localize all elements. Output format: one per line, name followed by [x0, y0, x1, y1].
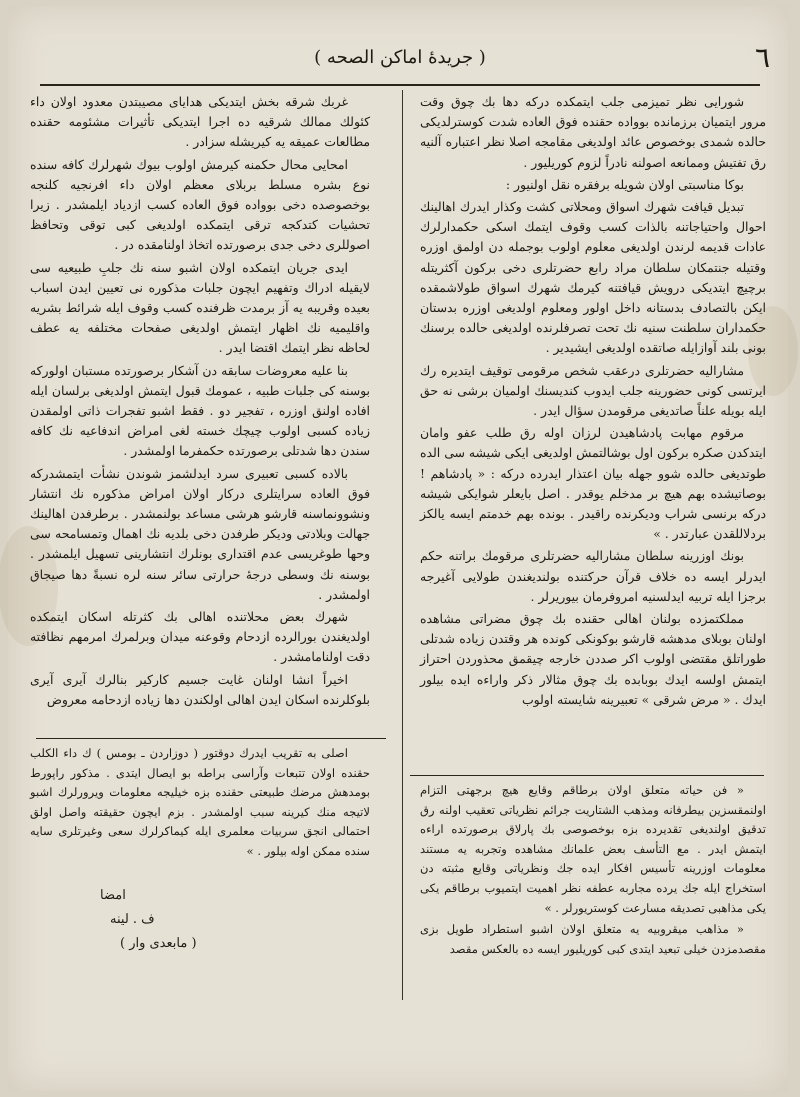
paragraph: بوکا مناسبتی اولان شویله برفقره نقل اولنیور : — [505, 176, 744, 192]
paragraph: شورایی نظر تمیزمی جلب ایتمکده درکه دها بك چوق وقت مرور ایتمیان برزمانده بوواده حقنده فوق العاده شدت کوسترلدیکی حالده شمدی بوخصوص عائد اولدیغی مقامجه اصلا نظر اعتباره آلنیه رق تفتیش وممانعه اصولنه نادراً لزوم کوریلیور . — [420, 94, 766, 170]
signature-label: امضا — [100, 888, 126, 903]
to-be-continued: ( مابعدی وار ) — [120, 936, 197, 951]
left-column — [30, 92, 370, 712]
running-title: ( جريدهٔ اماكن الصحه ) — [314, 47, 486, 68]
paragraph: بونك اوزرینه سلطان مشارالیه حضرتلری مرقومك براتنه حکم ایدرلر ایسه ده خلاف قرآن حرکتنده بولندیغندن طولایی آغیرجه برجزا ایله تربیه ایدلسنیه امروفرمان بیوریرلر . — [420, 548, 766, 604]
paragraph: غربك شرقه بخش ایتدیکی هدایای مصیبتدن معدود اولان داء کئولك ممالك شرقیه ده اجرا ایتدیکی تأثیرات مشئومه حقنده مطالعات عمیقه یه کیریشله سزادر . — [30, 94, 370, 150]
column-divider — [402, 90, 403, 1000]
paragraph: مملکتمزده بولنان اهالی حقنده بك چوق مضراتی مشاهده اولنان بوبلای مدهشه قارشو بوکونکی کونده هر وقتدن زیاده شدتلی طوراتلق مقتضی اولوب اکر صددن خارجه چیقمق محذوردن احتراز ایتمش اولسه ایدك بوبابده بك چوق مثالار ذکر واراءه ایده بیلور ایدك . « مرض شرقی » تعبیرینه شایسته اولوب — [420, 611, 766, 707]
paragraph: امحایی محال حکمنه کیرمش اولوب بیوك شهرلرك کافه سنده نوع بشره مسلط بربلای معظم اولان داء افرنجیه کلنجه بوخصوصده دخی بوواده فوق العاده کسب ازدیاد ایلمشدر . زیرا تحشیات کتدکجه ترقی ایتمکده اولدیغی کبی توقی وتحافظ اصوللری دخی جدی برصورتده اتخاذ اولنامقده در . — [30, 156, 370, 253]
footnote-paragraph: « فن حیاته متعلق اولان برطاقم وقایع هیچ برجهتی التزام اولنمقسزین بیطرفانه ومذهب الشتاریت جرائم نظریاتی تعقیب اولنه رق تدقیق اولندیغی تقدیرده بزه بوخصوصی بك پارلاق برصورتده اراءه ایتمش ایدر . مع التأسف بعض علمانك مشاهده وتجربه یه مستند معلومات اوزرینه تأسیس افکار ایده جك ونظریاتی وقایع مثبته دن استخراج ایله جك یرده مجاربه عطفه نظر اهمیت ایتمیوب برطاقم یکی یکی مذاهبی تصدیقه مسارعت کوستریورلر . » — [420, 783, 766, 915]
page-header — [30, 38, 770, 78]
left-footnote — [30, 744, 370, 864]
header-rule — [40, 84, 760, 86]
paragraph: شهرك بعض محلاتنده اهالی بك کثرتله اسکان ایتمکده اولدیغندن بورالرده ازدحام وقوعنه میدان وبرلمرك امرمهم نظافته دقت اولنامامشدر . — [30, 609, 370, 665]
footnote-rule — [36, 738, 386, 739]
paragraph: ایدی جریان ایتمکده اولان اشبو سنه نك جلبِ طبیعیه سی لایقیله ادراك وتفهیم ایچون جلبات مذکوره نی تعیین ایدن اسباب بعیده وقریبه یه آز برمدت ظرفنده کسب وقوف ایله شرائط بشریه واقلیمیه نك اظهار ایتمش اولدیغی صفحات مختلفه یه عطف لحاظه نظر ایتمك اقتضا ایدر . — [30, 259, 370, 356]
footnote-rule — [410, 775, 764, 776]
paragraph: تبدیل قیافت شهرك اسواق ومحلاتی کشت وکذار ایدرك اهالینك احوال واحتیاجاتنه بالذات کسب وقوف ایتمك اسکی حکمدارلرك عادات قدیمه لرندن اولدیغی معلوم اولوب بوجمله دن اولمق اوزره وقتیله جنتمکان سلطان مراد رابع حضرتلری دخی برکون آکثریتله برچیچ ایتدیکی درویش قیافتنه کیرمك شهرك اسواق طولاشمقده ایکن بالتصادف بدستانه داخل اولور ومعلوم اولدیغی اوزره بدستان حکمداران سلطنت سنیه نك تحت تصرفلرنده اولدیغی حالده برسنك بونی بلند آوازایله صاتقده اولدیغی ایشیدیر . — [420, 199, 766, 356]
footnote-paragraph: اصلی به تقریب ایدرك دوقتور ( دوزاردن ـ بومس ) ك داء الکلب حقنده اولان تتبعات وآراسی براطه بو ایصال ایتدی . مذکور راپورط بومدهش مرضك طبیعتی حقنده بزه خیلیجه معلومات ویرورلرك اشبو لاتیجه منك کیرینه سبب اولمشدر . بزم ایچون حقیقته واصل اولق احتمالی انجق سربیات معلمری ایله کیماکرلرك سعی وغیرتلری سایه سنده ممکن اوله بیلور . » — [30, 746, 370, 858]
paragraph: بنا علیه معروضات سابقه دن آشکار برصورتده مستبان اولورکه بوسنه کی جلبات طبیه ، عمومك قبول ایتمش اولدیغی برلسان ایله افاده اولنق اوزره ، تفجیر دو . فقط اشبو تفجرات ذاتی اولمقدن زیاده کسبی اولوب چیچك خسته لغی امراض اندفاعیه نك کافه سندن دها شدتلی برصورتده حکمفرما اولمشدر . — [30, 362, 370, 459]
paragraph: اخیراً انشا اولنان غایت جسیم کارکیر بنالرك آیری آیری بلوکلرنده اسکان ایدن اهالی اولکندن دها زیاده ازدحامه معروض — [30, 671, 370, 707]
paragraph: مرقوم مهابت پادشاهیدن لرزان اوله رق طلب عفو وامان ایتدکدن صکره برکون اول بوشالتمش اولدیغی ایکی شیشه سی الده طوتدیغی حالده شوو جهله بیان اعتذار ایدرده درکه : « پادشاهم ! بوصاتیشده بهم هیچ بر مدخلم یوقدر . اصل بایعلر شوایکی شیشه درکه برنسی شراب ودیکرنده راقیدر . بونده بهم خدمتم ایسه یالکز بردلاللقدن عبارتدر . » — [420, 425, 766, 542]
right-column — [420, 92, 766, 712]
paragraph: مشارالیه حضرتلری درعقب شخص مرقومی توقیف ایتدیره رك ایرتسی کونی حضورینه جلب ایدوب کندیسنك اولمیان برشی نه حق ایله بویله علناً صاتدیغی مرقومدن سؤال ایدر . — [420, 362, 766, 419]
footnote-paragraph: « مذاهب میقروبیه یه متعلق اولان اشبو استطراد طویل بزی مقصدمزدن خیلی تبعید ایتدی کبی کوریلیور ایسه ده بالعکس مقصد — [420, 922, 766, 956]
paragraph: بالاده کسبی تعبیری سرد ایدلشمز شوندن نشأت ایتمشدرکه فوق العاده سرایتلری درکار اولان امراض مذکوره نك انتشار ونشوونماسنه قارشو هرشی مساعد بولنمشدر . برطرفدن اهالینك جهالت وبلادتی ودیکر طرفدن دخی بلدیه نك اهمال وتمسامحه سی وحها طوغریسی عدم اقتداری بونلرك انتشارینی تسهیل ایلمشدر . بوسنه نك وسطی درجهٔ حرارتی سائر سنه لره نسبةً دها صیجاق اولمشدر . — [30, 465, 370, 602]
signature-name: ف . لینه — [110, 912, 155, 927]
page-number: ٦ — [754, 41, 770, 74]
right-footnote — [420, 781, 766, 961]
